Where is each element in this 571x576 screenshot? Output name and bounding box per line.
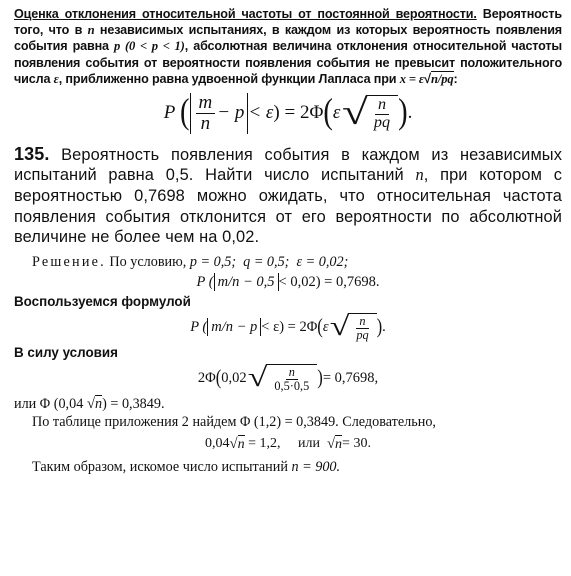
use-formula-label: Воспользуемся формулой (14, 293, 191, 309)
sqrt-sign-icon: √ $\frac{n}{pq}$ (345, 95, 398, 132)
intro-paragraph: Оценка отклонения относительной частоты от постоянной вероятности. Вероятность того, что в n независимых испытаниях, в каждом из которых вероятность появления события равна p (0 < p < 1), абсолютная величина отклонения относительной частоты появления события от вероятности появления события не превысит положительного числа ε, приближенно равна удвоенной функции Лапласа при x = ε√n/pq: (14, 7, 562, 86)
absolute-value: $\frac{m}{n}$ − p (190, 93, 249, 134)
table-lookup-line: По таблице приложения 2 найдем Φ (1,2) = 0,3849. Следовательно, (32, 413, 436, 430)
by-condition-label: В силу условия (14, 344, 118, 360)
fraction-m-over-n: $\frac{m}{n}$ (196, 93, 216, 134)
equation-5: 0,04 √ n = 1,2, или √ n = 30. (205, 436, 371, 453)
sqrt-sign-icon: √ (423, 70, 432, 86)
main-formula: P ( $\frac{m}{n}$ − p < ε ) = 2Φ ( ε √ $\frac{n}{pq}$ ) . (163, 92, 413, 134)
solution-conditions: Решение. По условию, p = 0,5; q = 0,5; ε = 0,02; (32, 253, 349, 270)
solution-label: Решение. (32, 253, 106, 270)
textbook-page (14, 6, 562, 476)
equation-4: или Φ (0,04 √n) = 0,3849. (14, 395, 165, 412)
sqrt-sign-icon: √ $\frac{n}{0,5\cdot 0,5}$ (250, 364, 317, 393)
problem-number: 135. (14, 143, 50, 164)
solution (14, 253, 562, 476)
equation-3: 2Φ ( 0,02 √ $\frac{n}{0,5\cdot 0,5}$ ) = 0,7698, (197, 360, 379, 393)
intro-title: Оценка отклонения относительной частоты от постоянной вероятности. (14, 7, 477, 21)
sqrt-sign-icon: √ (326, 436, 336, 453)
equation-2: P ( m/n − p < ε) = 2Φ ( ε √ $\frac{n}{pq}$ ) . (190, 309, 386, 342)
problem-135: 135. Вероятность появления события в каждом из независимых испытаний равна 0,5. Найти число испытаний n, при котором с вероятностью 0,7698 можно ожидать, что относительная частота появления события отклонится от его вероятности по абсолютной величине не более чем на 0,02. (14, 143, 562, 247)
final-answer: Таким образом, искомое число испытаний n = 900. (32, 458, 341, 475)
sqrt-sign-icon: √ $\frac{n}{pq}$ (332, 313, 376, 342)
equation-1: P ( m/n − 0,5 < 0,02) = 0,7698. (196, 273, 380, 290)
sqrt-sign-icon: √ (86, 395, 96, 412)
sqrt-sign-icon: √ (229, 436, 238, 453)
